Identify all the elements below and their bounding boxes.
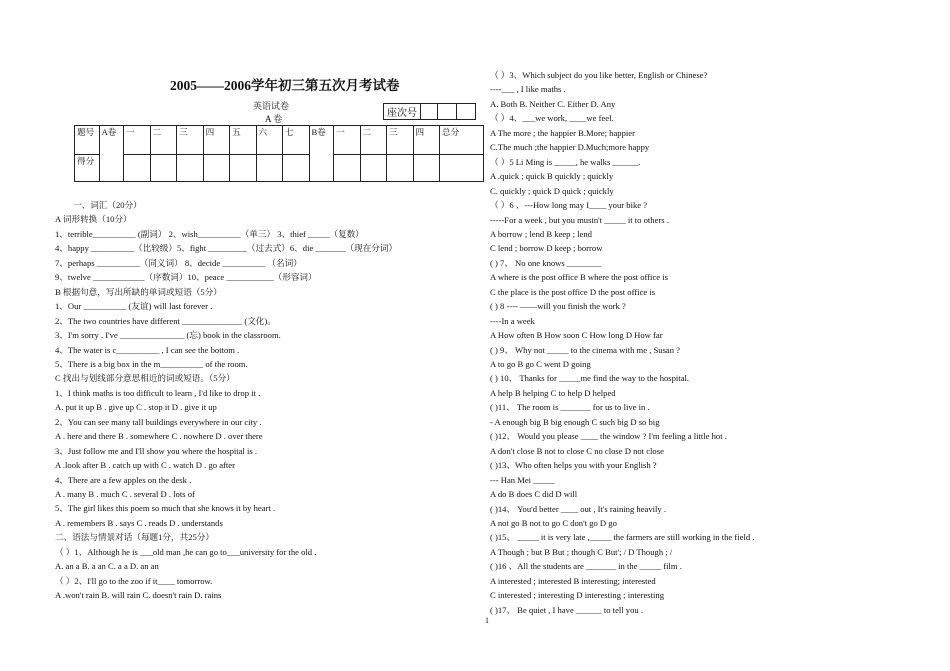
right-line: ( )17、 Be quiet , I have ______ to tell you . [490,604,643,615]
score-header-cell: 五 [230,126,256,155]
right-line: A where is the post office B where the post office is [490,272,668,283]
score-header-cell: 题号 [75,126,100,155]
right-line: A. Both B. Neither C. Either D. Any [490,98,616,109]
score-header-cell: 二 [150,126,176,155]
right-line: ( ) 10、 Thanks for _____me find the way to the hospital. [490,373,690,384]
left-line: 2、You can see many tall buildings everywhere in our city . [55,416,262,427]
score-header-cell: 七 [283,126,309,155]
score-cell [360,155,386,182]
right-line: ( )11、 The room is _______ for us to live in . [490,402,650,413]
right-line: A How often B How soon C How long D How far [490,330,663,341]
score-cell [177,155,203,182]
left-line: 3、Just follow me and I'll show you where the hospital is . [55,445,258,456]
right-line: （ ）5 Li Ming is _____, he walks ______. [490,156,641,167]
right-line: A Though ; but B But ; though C But'; / D Though ; / [490,546,673,557]
left-line: 1、terrible__________ (副词） 2、wish__________（单三） 3、thief _____（复数） [55,228,364,239]
right-line: C lend ; borrow D keep ; borrow [490,243,603,254]
score-row-label: 得分 [75,155,100,182]
left-line: A . remembers B . says C . reads D . understands [55,517,223,528]
left-line: 二、语法与情景对话（每题1分，共25分） [55,532,214,543]
right-line: C the place is the post office D the post office is [490,286,656,297]
right-line: （ ）6 、---How long may I____ your bike ? [490,200,648,211]
left-line: （ ）1、Although he is ___old man ,he can go to___university for the old . [55,546,317,557]
left-line: A .won't rain B. will rain C. doesn't rain D. rains [55,590,222,601]
page-title: 2005——2006学年初三第五次月考试卷 [170,78,400,93]
right-line: ( )16 、All the students are _______ in the _____ film . [490,561,682,572]
right-line: A do B does C did D will [490,489,578,500]
score-header-cell: A卷 [99,126,124,182]
score-cell [203,155,229,182]
right-line: C.The much ;the happier D.Much;more happy [490,142,650,153]
right-line: ( ) 9、 Why not _____ to the cinema with me , Susan ? [490,344,680,355]
right-line: C. quickly ; quick D quick ; quickly [490,185,614,196]
right-line: -----For a week , but you mustn't _____ it to others . [490,214,669,225]
score-table [74,125,484,182]
score-header-cell: 三 [177,126,203,155]
score-header-cell: 一 [124,126,150,155]
left-line: 1、Our __________ (友谊) will last forever . [55,301,213,312]
right-line: A help B helping C to help D helped [490,387,616,398]
score-header-cell: B卷 [309,126,334,182]
right-line: ----In a week [490,315,535,326]
right-line: - A enough big B big enough C such big D so big [490,416,660,427]
left-line: （ ）2、I'll go to the zoo if it____ tomorrow. [55,575,213,586]
left-line: 3、I'm sorry . I've _______________ (忘) book in the classroom. [55,330,281,341]
score-header-cell: 一 [334,126,360,155]
left-line: A . many B . much C . several D . lots of [55,489,195,499]
right-line: A to go B go C went D going [490,359,591,369]
right-line: ( )13、Who often helps you with your English ? [490,460,657,471]
score-header-cell: 四 [203,126,229,155]
score-value-row [75,155,484,182]
left-line: 5、The girl likes this poem so much that she knows it by heart . [55,503,276,514]
subject-label: 英语试卷 [253,101,290,111]
right-line: A not go B not to go C don't go D go [490,517,617,528]
score-cell [150,155,176,182]
right-line: A borrow ; lend B keep ; lend [490,228,592,239]
seat-number-box [383,103,476,120]
left-line: 4、The water is c__________ , I can see the bottom . [55,344,240,355]
left-line: A. put it up B . give up C . stop it D . give it up [55,402,217,413]
score-header-row [75,126,484,155]
right-line: （ ）4、___we work, ____we feel. [490,113,614,124]
left-line: B 根据句意，写出所缺的单词或短语（5分） [55,286,222,297]
left-line: C 找出与划线部分意思相近的词或短语。（5分） [55,373,235,384]
right-line: A don't close B not to close C no close D not close [490,445,664,456]
right-line: ( )14、 You'd better ____ out , It's raining heavily . [490,503,666,514]
right-line: A interested ; interested B interesting; interested [490,575,656,586]
score-header-cell: 二 [360,126,386,155]
left-line: A. an a B. a an C. a a D. an an [55,561,159,572]
right-line: A The more ; the happier B.More; happier [490,127,635,138]
right-line: ----___ , I like maths . [490,84,566,95]
right-line: ( ) 7、 No one knows ________ [490,257,602,268]
left-line: 1、I think maths is too difficult to learn , I'd like to drop it . [55,387,261,398]
page-number: 1 [485,616,489,625]
seat-label: 座次号 [384,104,421,120]
left-line: 4、There are a few apples on the desk . [55,474,192,485]
left-line: 7、perhaps __________（同义词） 8、decide __________ （名词） [55,257,302,268]
right-line: A .quick ; quick B quickly ; quickly [490,171,614,182]
left-line: 4、happy __________（比较级）5、fight _________（过去式）6、die _______（现在分词） [55,243,398,254]
left-line: 一、词汇（20分） [73,200,142,210]
score-cell [440,155,484,182]
right-line: （ ）3、Which subject do you like better, English or Chinese? [490,70,708,80]
right-line: ( )15、 _____ it is very late ,_____ the farmers are still working in the field . [490,532,755,543]
left-line: A 词形转换（10分） [55,214,132,225]
right-line: C interested ; interesting D interesting ; interesting [490,590,664,601]
score-cell [230,155,256,182]
score-cell [413,155,439,182]
left-line: 5、There is a big box in the m__________ of the room. [55,358,248,369]
score-cell [387,155,413,182]
score-cell [334,155,360,182]
left-line: A .look after B . catch up with C . watch D . go after [55,460,235,471]
score-header-cell: 六 [256,126,282,155]
volume-label: A 卷 [265,114,283,124]
score-cell [283,155,309,182]
score-cell [256,155,282,182]
score-header-cell: 总分 [440,126,484,155]
score-header-cell: 三 [387,126,413,155]
score-header-cell: 四 [413,126,439,155]
left-line: A . here and there B . somewhere C . nowhere D . over there [55,431,263,442]
left-line: 2、The two countries have different ______________ (文化)。 [55,315,276,326]
left-line: 9、twelve ____________（序数词）10、peace ___________（形容词） [55,272,317,283]
right-line: ( )12、 Would you please ____ the window ? I'm feeling a little hot . [490,431,727,442]
right-line: ( ) 8 ---- ——will you finish the work ? [490,301,626,312]
right-line: --- Han Mei _____ [490,474,555,485]
score-cell [124,155,150,182]
